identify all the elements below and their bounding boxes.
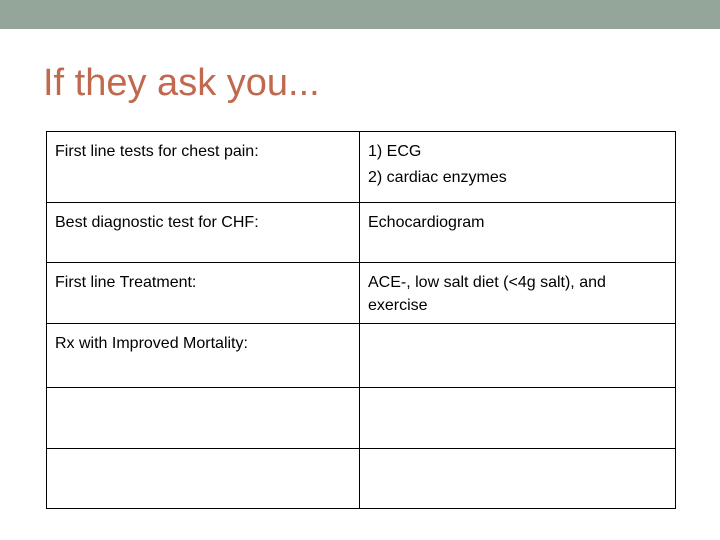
table-row [47, 388, 676, 449]
slide-title: If they ask you... [43, 62, 320, 104]
question-cell [47, 132, 360, 203]
question-cell [47, 203, 360, 263]
answer-cell [360, 324, 676, 388]
qa-table [46, 131, 676, 509]
answer-cell [360, 132, 676, 203]
question-cell [47, 324, 360, 388]
answer-line: 2) cardiac enzymes [368, 169, 507, 186]
question-cell [47, 388, 360, 449]
question-text: First line tests for chest pain: [55, 143, 259, 160]
table-row [47, 132, 676, 203]
table-row [47, 324, 676, 388]
question-text: Rx with Improved Mortality: [55, 335, 248, 352]
answer-cell [360, 203, 676, 263]
question-text: First line Treatment: [55, 274, 197, 291]
question-cell [47, 263, 360, 324]
table-row [47, 203, 676, 263]
question-text: Best diagnostic test for CHF: [55, 214, 259, 231]
answer-line: 1) ECG [368, 143, 422, 160]
answer-text: Echocardiogram [368, 214, 485, 231]
table-row [47, 449, 676, 509]
answer-text: ACE-, low salt diet (<4g salt), and exercise [368, 274, 606, 314]
question-cell [47, 449, 360, 509]
answer-cell [360, 388, 676, 449]
top-accent-bar [0, 0, 720, 29]
answer-cell [360, 263, 676, 324]
table-row [47, 263, 676, 324]
answer-cell [360, 449, 676, 509]
